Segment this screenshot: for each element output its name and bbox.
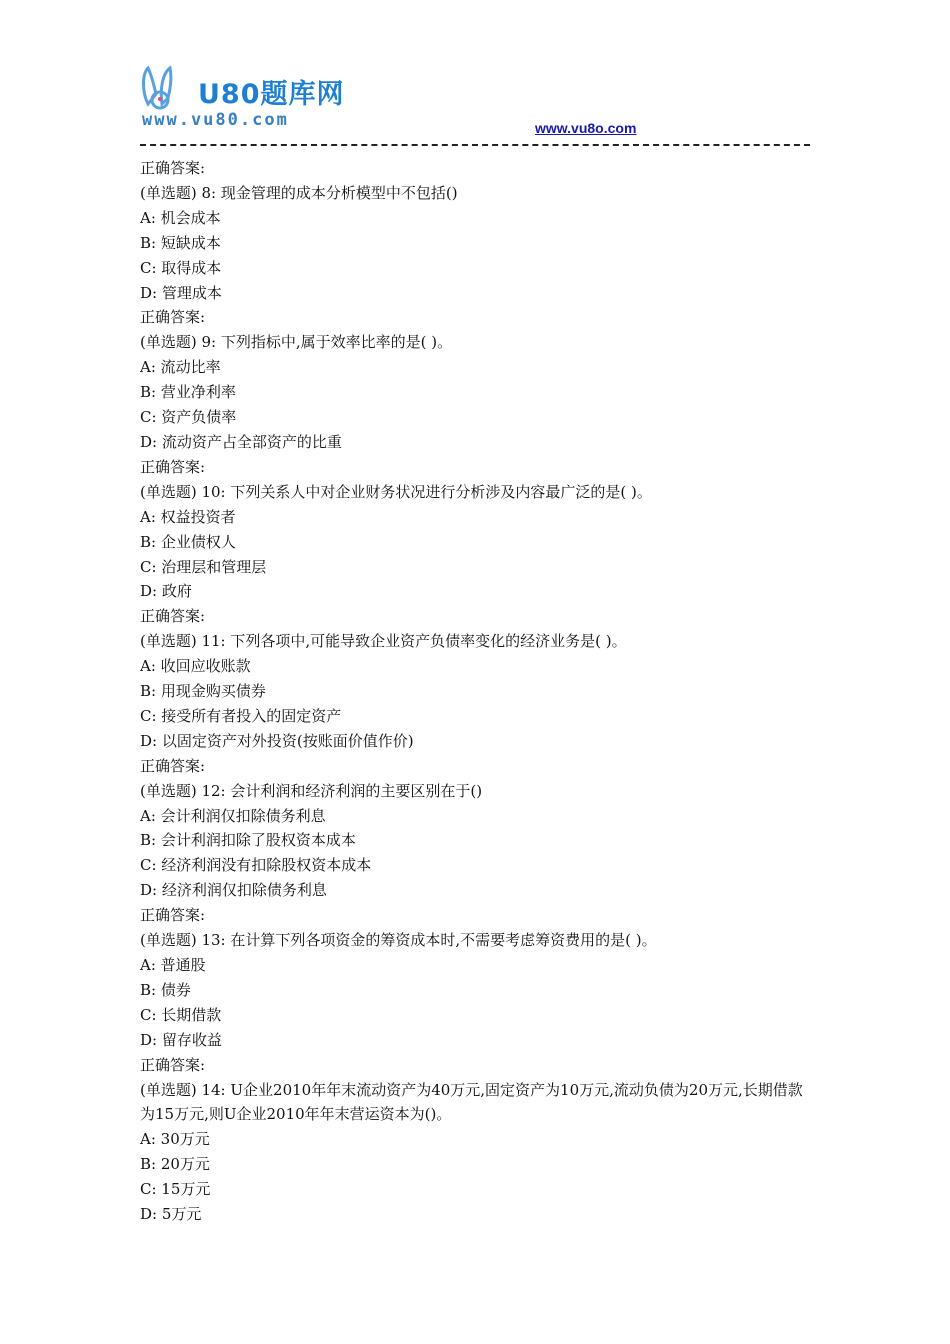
option-d: D: 流动资产占全部资产的比重 (140, 432, 342, 451)
option-a: A: 普通股 (140, 956, 206, 974)
question-block (140, 181, 812, 330)
option-a: A: 机会成本 (140, 208, 221, 227)
option-b: B: 20万元 (140, 1155, 210, 1174)
option-c: C: 经济利润没有扣除股权资本成本 (140, 856, 372, 875)
option-d: D: 以固定资产对外投资(按账面价值作价) (140, 731, 414, 750)
answer-label: 正确答案: (140, 756, 206, 775)
question-block (140, 330, 812, 479)
page-header (140, 62, 810, 144)
option-d: D: 5万元 (140, 1205, 202, 1224)
rabbit-icon (140, 64, 196, 110)
question-text: (单选题) 12: 会计利润和经济利润的主要区别在于() (140, 781, 483, 800)
question-block (140, 1078, 812, 1227)
option-a: A: 权益投资者 (140, 507, 236, 526)
option-c: C: 治理层和管理层 (140, 557, 267, 576)
answer-label: 正确答案: (140, 906, 206, 925)
option-a: A: 会计利润仅扣除债务利息 (140, 806, 326, 825)
answer-label: 正确答案: (140, 308, 206, 327)
option-b: B: 短缺成本 (140, 233, 221, 252)
question-block (140, 928, 812, 1077)
option-c: C: 长期借款 (140, 1005, 222, 1024)
option-b: B: 会计利润扣除了股权资本成本 (140, 831, 356, 850)
header-divider (140, 144, 810, 146)
question-block (140, 629, 812, 778)
question-text: (单选题) 10: 下列关系人中对企业财务状况进行分析涉及内容最广泛的是( )。 (140, 482, 652, 501)
answer-label: 正确答案: (140, 159, 206, 177)
answer-label: 正确答案: (140, 1055, 206, 1074)
option-b: B: 企业债权人 (140, 532, 236, 551)
answer-label: 正确答案: (140, 457, 206, 476)
option-c: C: 资产负债率 (140, 408, 237, 427)
question-text: (单选题) 8: 现金管理的成本分析模型中不包括() (140, 183, 458, 202)
option-a: A: 30万元 (140, 1130, 210, 1149)
option-d: D: 政府 (140, 582, 192, 601)
vu80-logo (140, 64, 360, 136)
logo-url-text: www.vu80.com (142, 110, 289, 130)
option-b: B: 债券 (140, 980, 191, 999)
site-link[interactable]: www.vu8o.com (535, 120, 637, 136)
question-text: (单选题) 9: 下列指标中,属于效率比率的是( )。 (140, 333, 453, 352)
question-text: (单选题) 13: 在计算下列各项资金的筹资成本时,不需要考虑筹资费用的是( )。 (140, 931, 657, 950)
option-d: D: 经济利润仅扣除债务利息 (140, 881, 327, 900)
option-b: B: 营业净利率 (140, 383, 236, 402)
question-block (140, 779, 812, 928)
option-d: D: 管理成本 (140, 283, 222, 302)
option-a: A: 收回应收账款 (140, 657, 251, 676)
logo-brand-text: U80题库网 (198, 79, 345, 110)
question-block (140, 480, 812, 629)
option-c: C: 15万元 (140, 1180, 211, 1199)
option-a: A: 流动比率 (140, 358, 221, 377)
option-b: B: 用现金购买债券 (140, 682, 266, 701)
answer-label: 正确答案: (140, 607, 206, 626)
question-text: (单选题) 14: U企业2010年年末流动资产为40万元,固定资产为10万元,流动负债为20万元,长期借款为15万元,则U企业2010年年末营运资本为()。 (140, 1080, 803, 1124)
question-list (140, 156, 812, 1227)
option-d: D: 留存收益 (140, 1030, 222, 1049)
question-text: (单选题) 11: 下列各项中,可能导致企业资产负债率变化的经济业务是( )。 (140, 632, 627, 651)
option-c: C: 接受所有者投入的固定资产 (140, 706, 342, 725)
option-c: C: 取得成本 (140, 258, 222, 277)
